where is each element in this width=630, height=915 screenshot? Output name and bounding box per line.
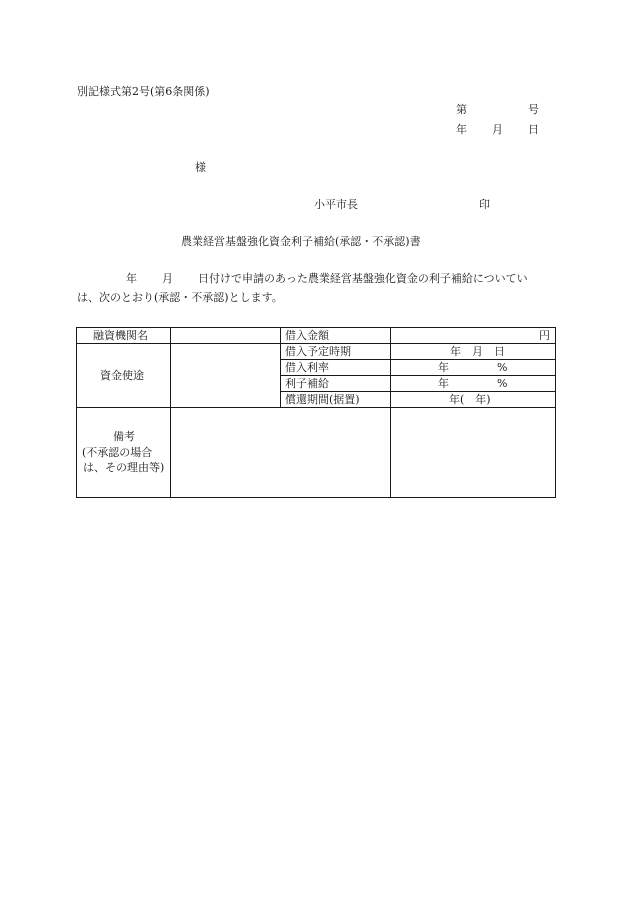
seal-mark: 印 — [479, 198, 490, 211]
doc-number-suffix: 号 — [528, 103, 539, 116]
issuer: 小平市長 — [314, 198, 358, 211]
doc-number-prefix: 第 — [456, 103, 467, 116]
date-month: 月 — [492, 123, 503, 136]
schedule-value: 年 月 日 — [450, 345, 505, 358]
form-id: 別記様式第2号(第6条関係) — [77, 85, 210, 98]
loan-amount-label: 借入金額 — [285, 329, 329, 342]
subsidy-table — [76, 327, 556, 498]
addressee-suffix: 様 — [195, 161, 206, 174]
repayment-label: 償還期間(据置) — [285, 393, 360, 406]
body-line-2: は、次のとおり(承認・不承認)とします。 — [77, 291, 283, 304]
subsidy-percent: % — [497, 377, 508, 390]
rate-label: 借入利率 — [285, 361, 329, 374]
date-day: 日 — [528, 123, 539, 136]
yen-unit: 円 — [539, 329, 550, 342]
schedule-label: 借入予定時期 — [285, 345, 351, 358]
document-title: 農業経営基盤強化資金利子補給(承認・不承認)書 — [181, 235, 421, 248]
repayment-value: 年( 年) — [449, 393, 491, 406]
body-line-1: 日付けで申請のあった農業経営基盤強化資金の利子補給についてい — [198, 272, 528, 285]
purpose-label: 資金使途 — [100, 369, 144, 382]
subsidy-label: 利子補給 — [285, 377, 329, 390]
rate-percent: % — [497, 361, 508, 374]
remarks-label-1: 備考 — [113, 430, 135, 443]
body-month: 月 — [162, 272, 173, 285]
remarks-label-2: (不承認の場合 — [82, 446, 153, 459]
institution-label: 融資機関名 — [93, 329, 148, 342]
subsidy-year: 年 — [438, 377, 449, 390]
rate-year: 年 — [438, 361, 449, 374]
body-year: 年 — [126, 272, 137, 285]
date-year: 年 — [456, 123, 467, 136]
remarks-label-3: は、その理由等) — [83, 461, 165, 474]
